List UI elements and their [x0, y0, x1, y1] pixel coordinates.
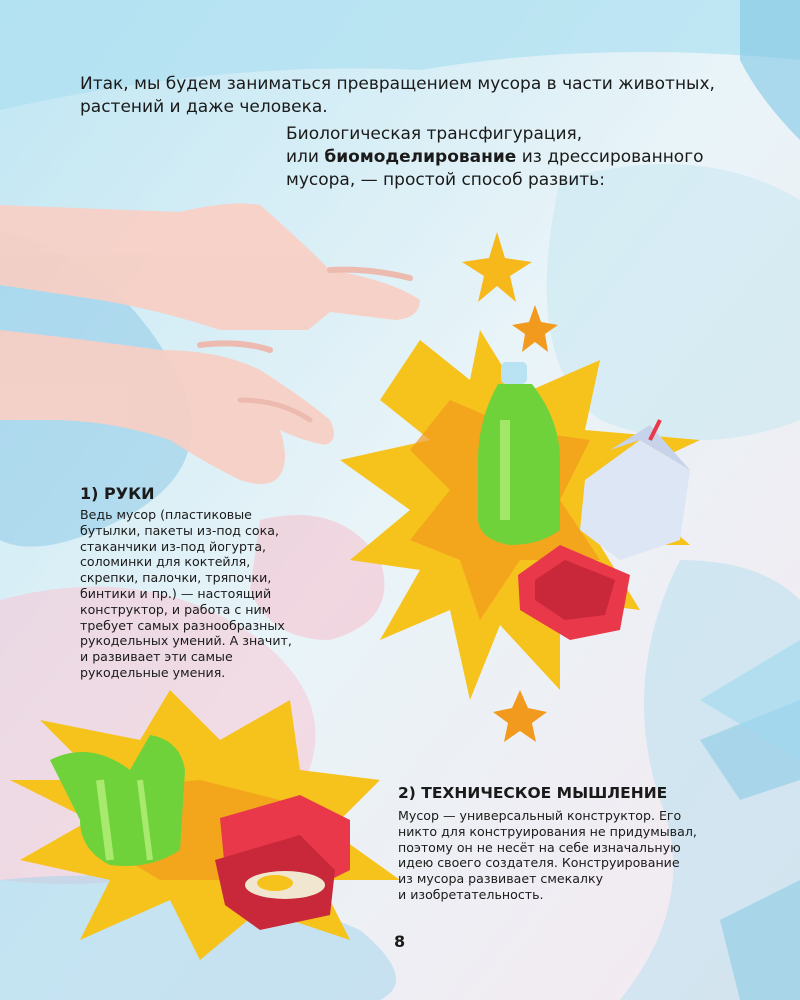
section-2-line: из мусора развивает смекалку	[398, 871, 604, 887]
section-1-line: требует самых разнообразных	[80, 617, 285, 633]
section-1-line: конструктор, и работа с ним	[80, 601, 272, 617]
subtitle-suffix: из дрессированного	[516, 147, 704, 167]
section-1-heading: 1) РУКИ	[80, 484, 155, 503]
red-box	[215, 795, 350, 930]
section-1-line: стаканчики из-под йогурта,	[80, 538, 267, 554]
section-1-line: бутылки, пакеты из-под сока,	[80, 522, 279, 538]
section-2-line: поэтому он не несёт на себе изначальную	[398, 839, 681, 855]
section-2-line: Мусор — универсальный конструктор. Его	[398, 808, 682, 823]
section-1-line: скрепки, палочки, тряпочки,	[80, 570, 272, 586]
intro-line-2: растений и даже человека.	[80, 97, 328, 117]
section-2-line: идею своего создателя. Конструирование	[398, 855, 680, 871]
section-1-line: соломинки для коктейля,	[80, 554, 251, 570]
intro-paragraph	[80, 73, 720, 119]
section-1-line: и развивает эти самые	[80, 649, 233, 665]
intro-line-1: Итак, мы будем заниматься превращением мусора в части животных,	[80, 74, 715, 94]
section-2-body	[398, 808, 738, 903]
page-number: 8	[394, 932, 406, 951]
subtitle-line-3: мусора, — простой способ развить:	[286, 170, 605, 190]
section-1-line: рукодельных умений. А значит,	[80, 633, 292, 649]
subtitle-line-1: Биологическая трансфигурация,	[286, 124, 583, 144]
subtitle-prefix: или	[286, 147, 325, 167]
section-1-line: бинтики и пр.) — настоящий	[80, 585, 272, 601]
section-1-line: Ведь мусор (пластиковые	[80, 507, 252, 522]
section-2-line: никто для конструирования не придумывал,	[398, 823, 697, 839]
section-2-heading: 2) ТЕХНИЧЕСКОЕ МЫШЛЕНИЕ	[398, 784, 668, 802]
subtitle-bold-term: биомоделирование	[324, 147, 517, 167]
intro-subtitle	[286, 123, 746, 192]
section-1-line: рукодельные умения.	[80, 664, 226, 680]
section-2-line: и изобретательность.	[398, 886, 544, 902]
section-1-body	[80, 507, 330, 681]
